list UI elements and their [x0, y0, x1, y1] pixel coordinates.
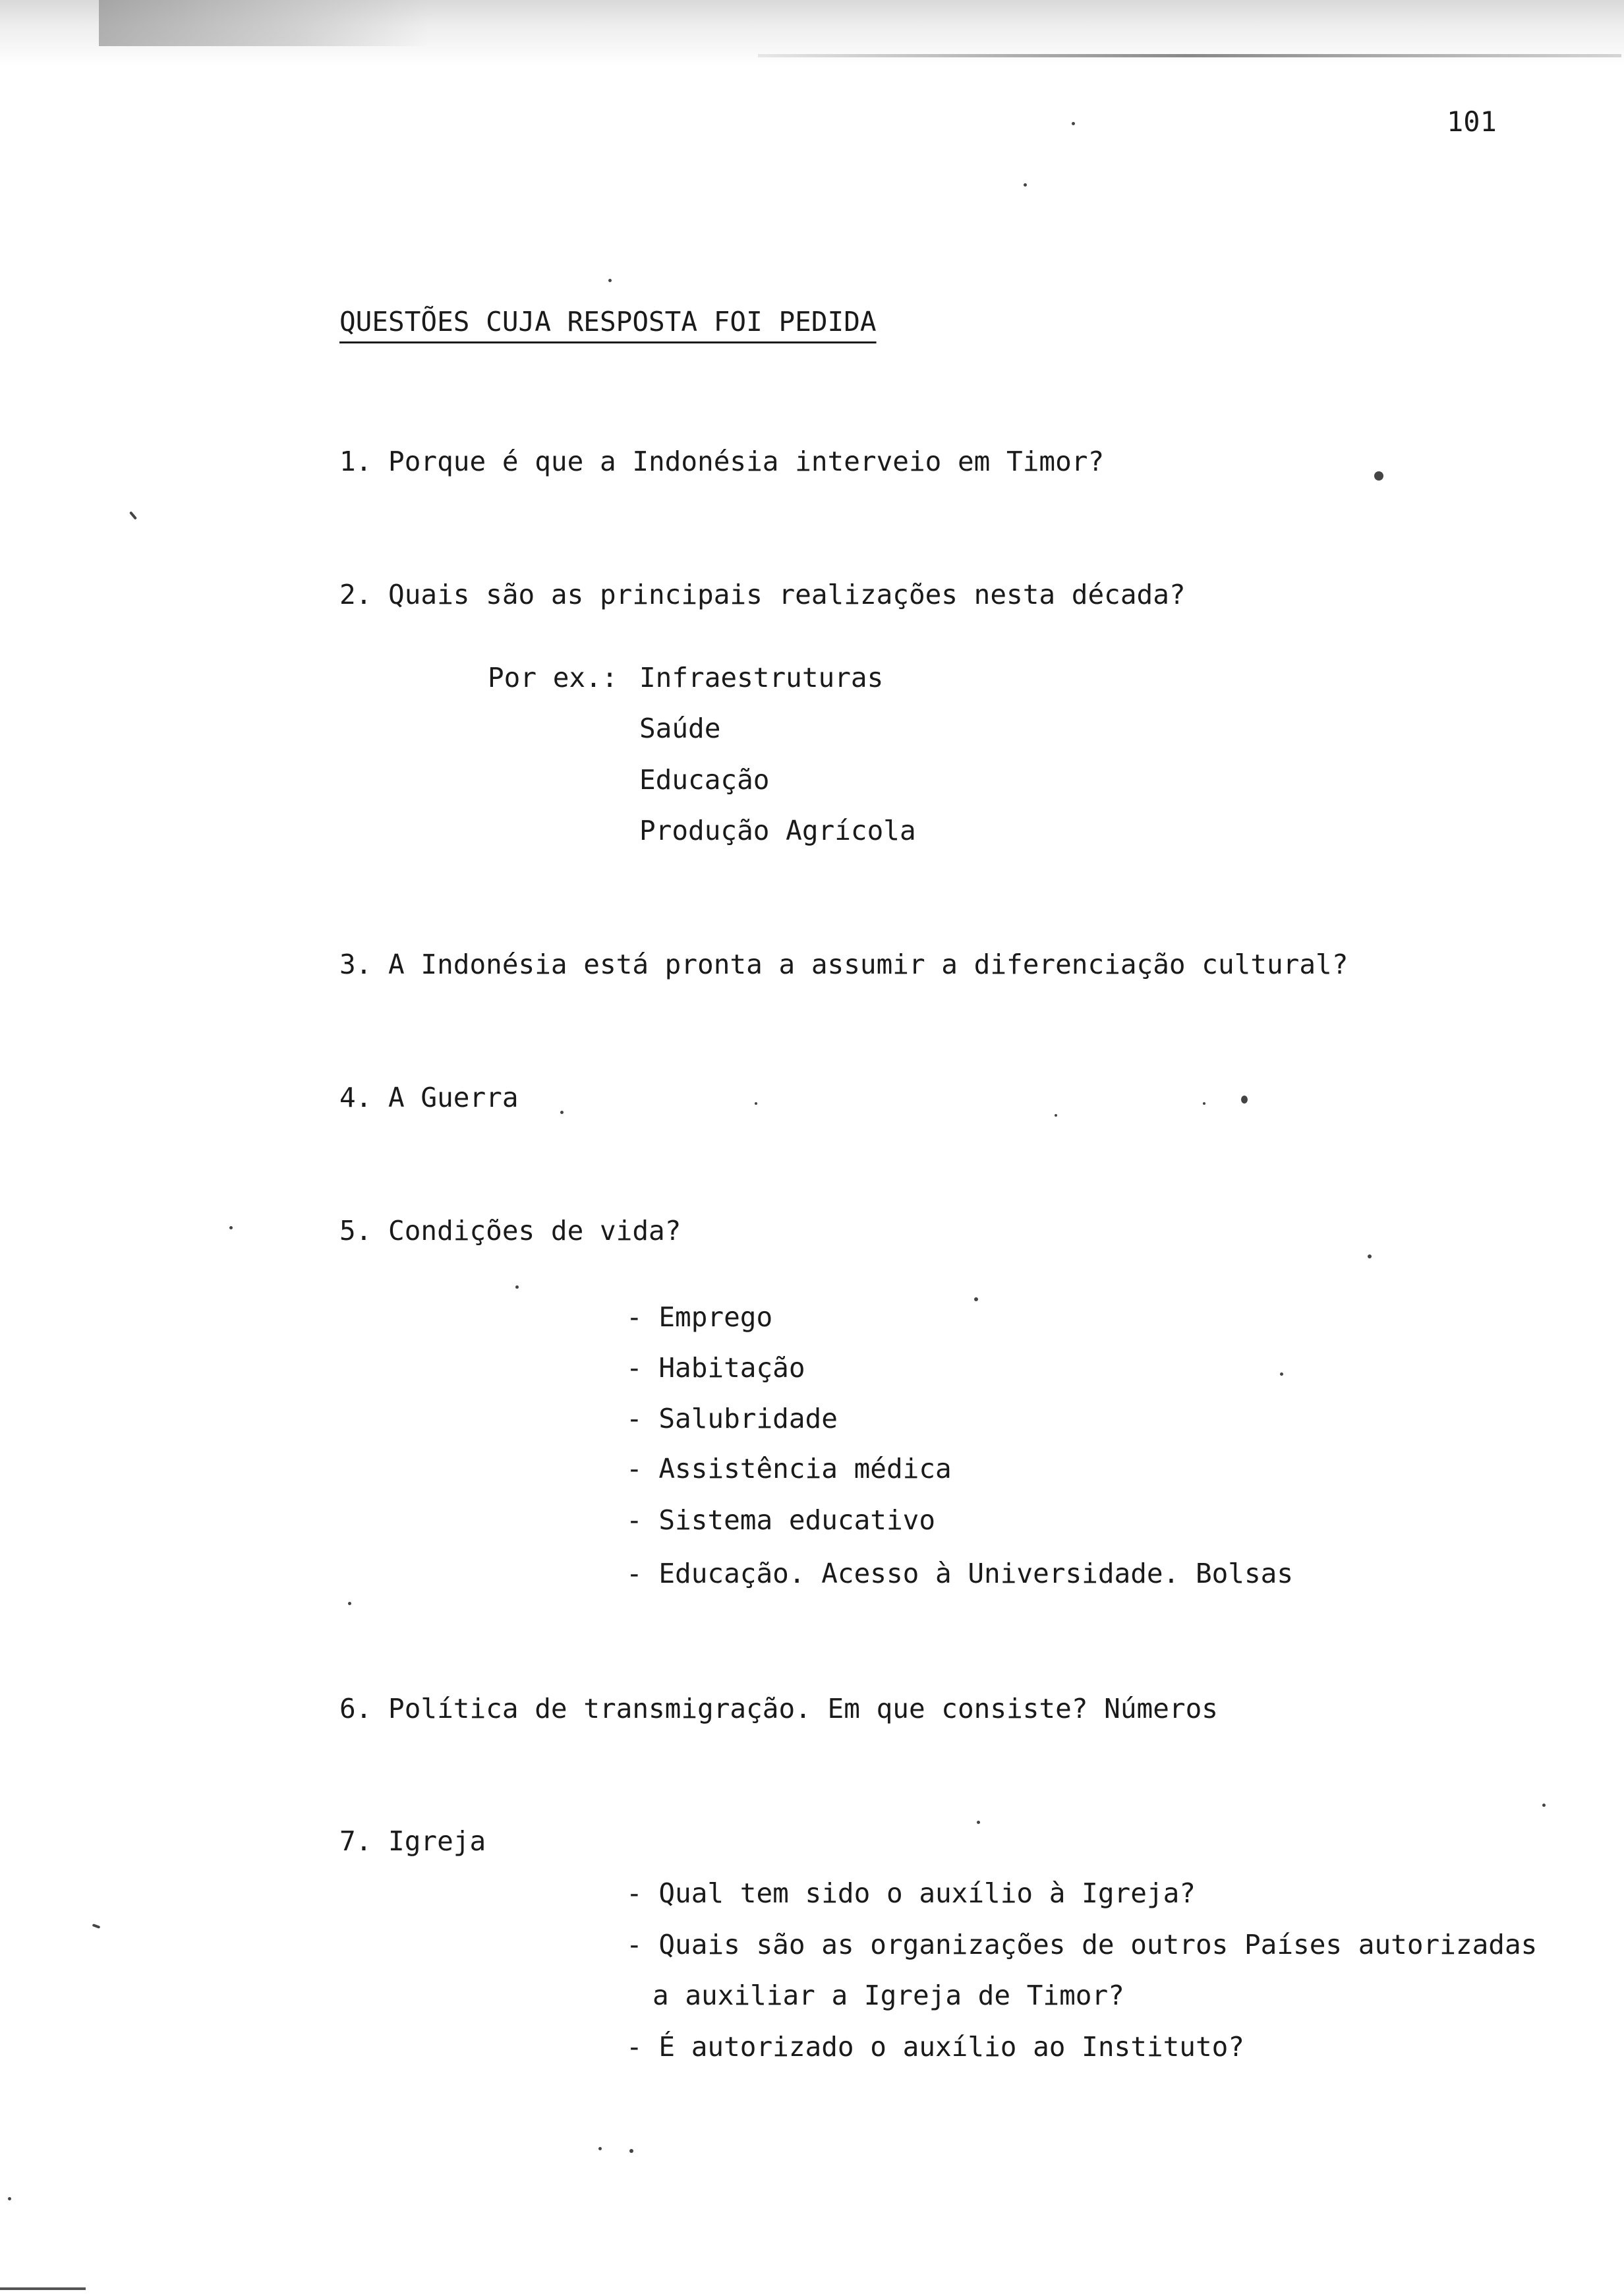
scan-speck	[348, 1602, 351, 1605]
scan-speck	[1280, 1372, 1283, 1376]
example-item: Infraestruturas	[639, 662, 884, 693]
list-item-continuation: a auxiliar a Igreja de Timor?	[652, 1980, 1124, 2011]
list-item: - Assistência médica	[626, 1453, 952, 1485]
question-7: 7. Igreja	[339, 1825, 486, 1857]
scan-speck	[1024, 183, 1027, 187]
scan-speck	[755, 1102, 757, 1105]
example-item: Educação	[639, 764, 770, 796]
scan-speck	[598, 2147, 602, 2150]
scan-speck	[1055, 1114, 1057, 1117]
scan-speck	[560, 1111, 564, 1114]
document-title: QUESTÕES CUJA RESPOSTA FOI PEDIDA	[339, 306, 877, 338]
scan-speck	[608, 279, 612, 282]
question-2: 2. Quais são as principais realizações nesta década?	[339, 579, 1186, 610]
list-item: - É autorizado o auxílio ao Instituto?	[626, 2031, 1244, 2063]
scan-speck	[229, 1226, 233, 1229]
question-5: 5. Condições de vida?	[339, 1215, 682, 1247]
scan-speck	[1203, 1102, 1205, 1105]
scan-speck	[1542, 1804, 1546, 1807]
list-item: - Quais são as organizações de outros Países autorizadas	[626, 1929, 1538, 1960]
scan-speck	[92, 1924, 101, 1929]
scan-speck	[1368, 1254, 1372, 1258]
scan-top-line	[758, 54, 1621, 57]
question-1: 1. Porque é que a Indonésia interveio em Timor?	[339, 446, 1105, 477]
scan-speck	[1374, 471, 1383, 481]
list-item: - Qual tem sido o auxílio à Igreja?	[626, 1877, 1196, 1909]
example-label: Por ex.:	[488, 662, 618, 693]
list-item: - Emprego	[626, 1301, 773, 1333]
question-4: 4. A Guerra	[339, 1082, 519, 1113]
scan-speck	[129, 511, 137, 519]
page-number: 101	[1447, 105, 1497, 138]
scan-speck	[629, 2149, 633, 2153]
scan-speck	[1072, 122, 1075, 125]
scan-speck	[977, 1821, 980, 1824]
scan-top-shadow	[99, 0, 428, 46]
list-item: - Educação. Acesso à Universidade. Bolsas	[626, 1558, 1294, 1589]
list-item: - Habitação	[626, 1352, 805, 1384]
question-3: 3. A Indonésia está pronta a assumir a diferenciação cultural?	[339, 949, 1348, 980]
question-6: 6. Política de transmigração. Em que consiste? Números	[339, 1693, 1218, 1724]
scan-bottom-rule	[0, 2287, 86, 2290]
scan-speck	[8, 2197, 11, 2200]
example-item: Produção Agrícola	[639, 815, 916, 846]
scan-speck	[974, 1297, 978, 1301]
example-item: Saúde	[639, 713, 721, 744]
list-item: - Salubridade	[626, 1403, 838, 1434]
scan-speck	[515, 1285, 519, 1289]
scan-speck	[1241, 1096, 1248, 1103]
list-item: - Sistema educativo	[626, 1504, 935, 1536]
